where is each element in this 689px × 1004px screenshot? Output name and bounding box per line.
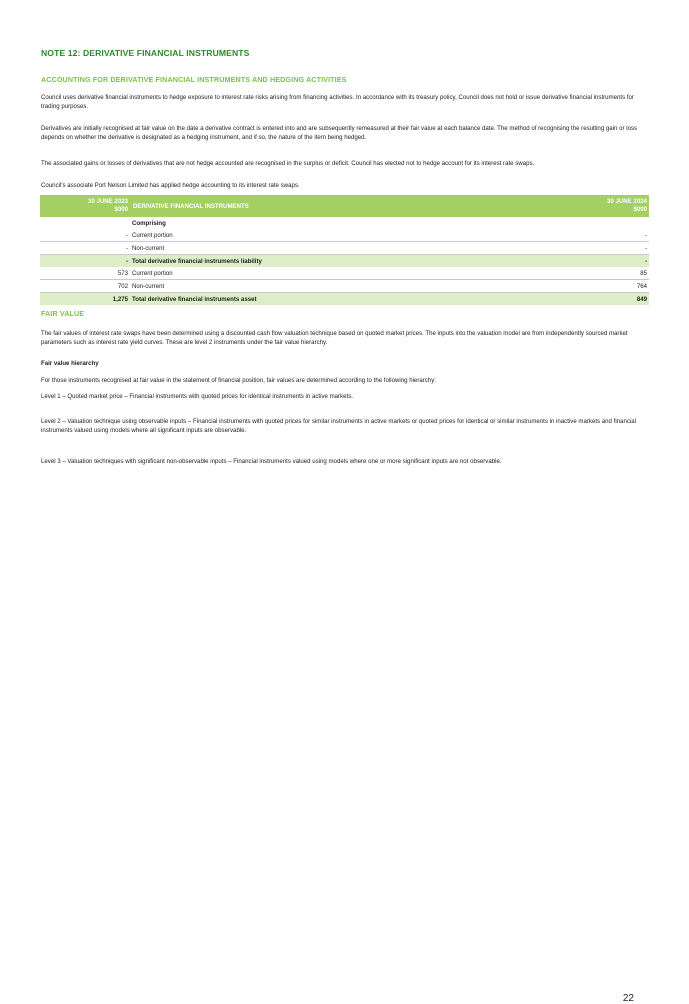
note-title: NOTE 12: DERIVATIVE FINANCIAL INSTRUMENTS [41, 48, 250, 58]
table-header-row [40, 195, 649, 217]
paragraph-hierarchy-intro: For those instruments recognised at fair value in the statement of financial position, fair values are determined according to the following hierarchy: [41, 377, 436, 384]
cell-label: Total derivative financial instruments asset [130, 293, 565, 306]
header-2023-date: 30 JUNE 2023 [88, 198, 128, 205]
cell-label: Non-current [130, 280, 565, 293]
cell-2023: 1,275 [40, 293, 130, 306]
cell-2024: - [565, 255, 649, 268]
cell-label: Current portion [130, 267, 565, 280]
header-2023 [40, 195, 130, 217]
subheading-fair-value-hierarchy: Fair value hierarchy [41, 360, 99, 367]
cell-2024: 849 [565, 293, 649, 306]
derivative-instruments-table [40, 195, 649, 305]
paragraph-port-nelson: Council's associate Port Nelson Limited has applied hedge accounting to its interest rate swaps. [41, 182, 300, 189]
cell-2024 [565, 217, 649, 229]
table-row [40, 217, 649, 229]
paragraph-fair-value: The fair values of interest rate swaps have been determined using a discounted cash flow valuation technique based on quoted market prices. The inputs into the valuation model are from independently sourced market parameters such as interest rate yield curves. These are level 2 instruments under the fair value hierarchy. [41, 330, 628, 346]
paragraph-level-1: Level 1 – Quoted market price – Financial instruments with quoted prices for identical instruments in active markets. [41, 393, 353, 400]
table-row [40, 280, 649, 293]
cell-label: Comprising [132, 219, 166, 227]
table-row [40, 229, 649, 242]
table-total-row [40, 293, 649, 306]
header-2024 [565, 195, 649, 217]
cell-2023: - [40, 242, 130, 255]
cell-2023: - [40, 229, 130, 242]
paragraph-initial-recognition: Derivatives are initially recognised at fair value on the date a derivative contract is entered into and are subsequently remeasured at their fair value at each balance date. The method of recognising the resulting gain or loss depends on whether the derivative is designated as a hedging instrument, and if so, the nature of the item being hedged. [41, 125, 638, 141]
cell-label: Non-current [130, 242, 565, 255]
header-description: DERIVATIVE FINANCIAL INSTRUMENTS [130, 195, 565, 217]
cell-2023 [40, 217, 130, 229]
cell-2023: 702 [40, 280, 130, 293]
header-2024-unit: $000 [633, 206, 647, 213]
section-title-fair-value: FAIR VALUE [41, 309, 85, 318]
cell-label: Current portion [130, 229, 565, 242]
header-2023-unit: $000 [114, 206, 128, 213]
paragraph-level-2: Level 2 – Valuation technique using observable inputs – Financial instruments with quoted prices for similar instruments in active markets or quoted prices for identical or similar instruments in inactive markets and financial instruments valued using models where all significant inputs are observable. [41, 418, 636, 434]
paragraph-gains-losses: The associated gains or losses of derivatives that are not hedge accounted are recognised in the surplus or deficit. Council has elected not to hedge account for its interest rate swaps. [41, 160, 535, 167]
section-title-accounting: ACCOUNTING FOR DERIVATIVE FINANCIAL INSTRUMENTS AND HEDGING ACTIVITIES [41, 75, 347, 84]
paragraph-level-3: Level 3 – Valuation techniques with significant non-observable inputs – Financial instruments valued using models where one or more significant inputs are not observable. [41, 458, 502, 465]
cell-2023: - [40, 255, 130, 268]
page-number: 22 [622, 993, 634, 1004]
cell-2024: 85 [565, 267, 649, 280]
cell-label: Total derivative financial instruments liability [130, 255, 565, 268]
cell-2024: - [565, 242, 649, 255]
paragraph-derivative-use: Council uses derivative financial instruments to hedge exposure to interest rate risks arising from financing activities. In accordance with its treasury policy, Council does not hold or issue derivative financial instruments for trading purposes. [41, 94, 634, 110]
header-2024-date: 30 JUNE 2024 [607, 198, 647, 205]
cell-2024: 764 [565, 280, 649, 293]
table-row [40, 267, 649, 280]
cell-2023: 573 [40, 267, 130, 280]
table-total-row [40, 255, 649, 268]
cell-2024: - [565, 229, 649, 242]
table-row [40, 242, 649, 255]
